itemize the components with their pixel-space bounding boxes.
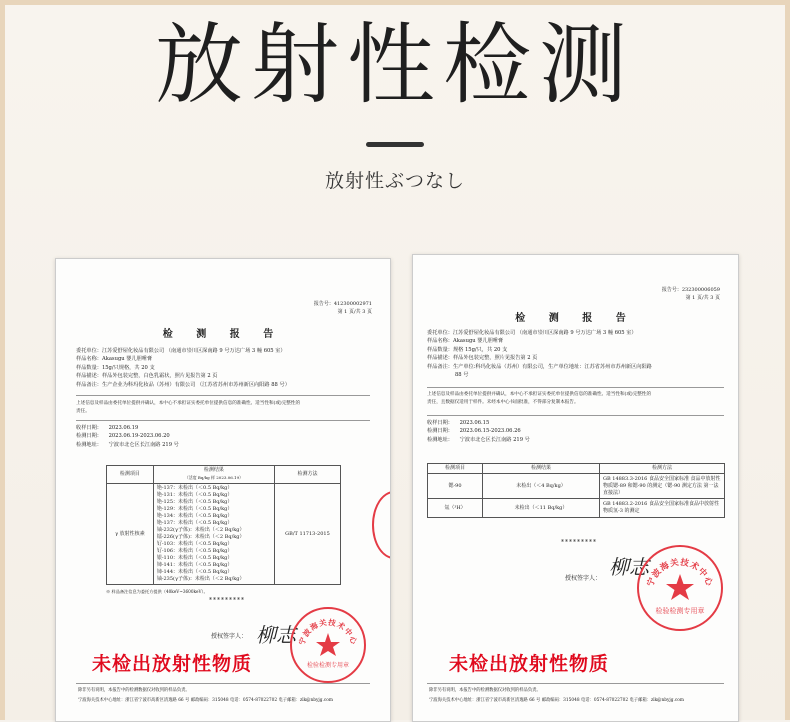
divider-line [427,683,724,684]
footnote: ※ 样品备注信息为委托方提供（40keV~3600keV）。 [106,589,208,594]
table-header-row: 检测项目 检测结果 （活度 Bq/kg 样 2023.06.19） 检测方法 [107,466,341,484]
field-row: 委托单位：江苏爱舒屋化妆品有限公司 （南通市崇川区深南路 9 号万达广场 3 幢 605 室） [76,348,286,354]
results-table [106,465,341,585]
field-row: 样品名称：Akasugu 婴儿胆唾膏 [76,356,153,363]
page-number: 第 1 页/共 3 页 [337,309,372,315]
result-highlight: 未检出放射性物质 [92,653,253,675]
result-line: 铯-129：未检出（＜0.5 Bq/kg） [156,506,233,512]
divider-line [76,420,370,421]
result-line: 铀-235(γ子体)：未检出（＜2 Bq/kg） [156,576,245,582]
result-line: 银-110：未检出（＜0.5 Bq/kg） [156,555,233,561]
footer-address: 宁波海关技术中心地址：浙江省宁波市高新区清逸路 66 号 邮政编码：315048 电话：0574-87022702 电子邮箱：zlk@nbyjg.com [78,698,333,703]
svg-text:宁波海关技术中心: 宁波海关技术中心 [645,557,715,589]
official-stamp [290,607,366,683]
report-number: 报告号：232300006059 [661,287,720,293]
field-row: 样品备注：生产单位:科玛化妆品（苏州）有限公司，生产单位地址：江苏省苏州市苏州新区向阳路 [427,363,652,370]
signer-label: 授权签字人： [211,633,248,640]
title-divider [366,142,424,147]
result-line: 铯-134：未检出（＜0.5 Bq/kg） [156,513,233,519]
seal-edge [372,491,391,559]
stamp-graphic [639,547,721,629]
field-row: 样品备注：生产企业为科玛化妆品（苏州）有限公司 （江苏省苏州市苏州新区向阳路 88 号） [76,381,290,388]
results-table [427,463,725,518]
field-row: 样品描述：样品外包装完整，白色乳霜状，照片见报告第 2 页 [76,373,218,380]
page-number: 第 1 页/共 3 页 [685,295,720,301]
field-row: 样品数量：规格 15g/只，共 20 支 [427,346,508,353]
field-list [427,329,652,379]
notice-text: 上述信息及样品由委托单位提供并确认，本中心不承担证实委托单位提供信息的准确性、适当性和(或)完整性的 责任。 [76,401,301,415]
divider-line [427,415,724,416]
stamp-graphic [292,609,364,681]
field-row: 88 号 [455,372,469,379]
results-cell [153,484,274,585]
result-line: 铀-232(γ子体)：未检出（＜2 Bq/kg） [156,527,245,533]
divider-line [427,387,724,388]
result-line: 铯-137：未检出（＜0.5 Bq/kg） [156,485,233,491]
table-row: γ 放射性核素 铯-137：未检出（＜0.5 Bq/kg） 铯-131：未检出（＜0.5 Bq/kg） 铯-125：未检出（＜0.5 Bq/kg） 铯-129：未检出（＜0.5 Bq/kg） 铯-134：未检出（＜0.5 Bq/kg） 铯-137：未检出（＜0.5 Bq/kg） 铀-232(γ子体)：未检出（＜2 Bq/kg） 镭-226(γ子体)：未检出（＜2 Bq/kg） 钌-103：未检出（＜0.5 Bq/kg） 钌-106：未检出（＜0.5 Bq/kg） 银-110：未检出（＜0.5 Bq/kg） 铈-141：未检出（＜0.5 Bq/kg） 铈-144：未检出（＜0.5 Bq/kg） 铀-235(γ子体)：未检出（＜2 Bq/kg） GB/T 11713-2015 [107,484,341,585]
result-highlight: 未检出放射性物质 [449,653,610,675]
table-header-row: 检测项目 检测结果 检测方法 [428,464,725,474]
result-line: 镭-226(γ子体)：未检出（＜2 Bq/kg） [156,534,245,540]
report-left [55,258,391,722]
report-number: 报告号：412300002971 [313,301,372,307]
date-list: 收样日期： 2023.06.19 检测日期： 2023.06.19-2023.06.20 检测地址： 宁波市北仑区长江南路 219 号 [76,425,179,448]
notice-text: 上述信息及样品由委托单位提供并确认，本中心不承担证实委托单位提供信息的准确性、适当性和(或)完整性的 责任，且数据仅适用于样件。未经本中心书面批准，不得部分复制本报告。 [427,392,652,406]
field-row: 样品数量：15g/只规格，共 20 支 [76,364,155,371]
end-mark: ********* [209,597,245,604]
result-line: 钌-103：未检出（＜0.5 Bq/kg） [156,541,233,547]
footer-address: 宁波海关技术中心地址：浙江省宁波市高新区清逸路 66 号 邮政编码：315048 电话：0574-87022702 电子邮箱：zlk@nbyjg.com [429,698,684,703]
result-line: 铈-144：未检出（＜0.5 Bq/kg） [156,569,233,575]
result-line: 铯-131：未检出（＜0.5 Bq/kg） [156,492,233,498]
official-stamp [637,545,723,631]
signature: 柳志 [256,623,296,647]
field-row: 样品描述：样品外包装完整，照片见报告第 2 页 [427,355,538,362]
footer-note: 除非另有说明，本报告中的检测数据仅对收到的样品负责。 [429,688,541,693]
table-row: 锶-90 未检出（＜4 Bq/kg） GB 14883.3-2016 食品安全国家标准 食品中放射性物质锶-89 和锶-90 的测定（锶-90 测定方法 第一法 直接法） [428,474,725,499]
svg-text:检验检测专用章: 检验检测专用章 [306,662,350,669]
field-row: 样品名称：Akasugu 婴儿胆唾膏 [427,338,504,345]
end-mark: ********* [561,539,597,546]
signer-label: 授权签字人： [565,575,602,582]
result-line: 钌-106：未检出（＜0.5 Bq/kg） [156,548,233,554]
result-line: 铈-141：未检出（＜0.5 Bq/kg） [156,562,233,568]
signature: 柳志 [609,555,649,579]
divider-line [76,395,370,396]
report-title: 检 测 报 告 [162,329,284,340]
svg-text:检验检测专用章: 检验检测专用章 [655,607,705,615]
field-row: 委托单位：江苏爱舒屋化妆品有限公司 （南通市崇川区深南路 9 号万达广场 3 幢 605 室） [427,330,637,336]
report-right [412,254,739,722]
date-list: 收样日期： 2023.06.15 检测日期： 2023.06.15-2023.06.26 检测地址： 宁波市北仑区长江南路 219 号 [427,420,530,443]
report-title: 检 测 报 告 [515,313,636,324]
page-subtitle: 放射性ぶつなし [324,170,465,192]
svg-text:宁波海关技术中心: 宁波海关技术中心 [297,617,359,647]
table-row: 氚（³H） 未检出（＜11 Bq/kg） GB 14883.2-2016 食品安全国家标准食品中放射性物质氢-3 的测定 [428,499,725,518]
result-line: 铯-137：未检出（＜0.5 Bq/kg） [156,520,233,526]
field-list [76,347,290,389]
footer-note: 除非另有说明，本报告中的检测数据仅对收到的样品负责。 [78,688,190,693]
page-title: 放射性检测 [154,13,635,116]
divider-line [76,683,370,684]
result-line: 铯-125：未检出（＜0.5 Bq/kg） [156,499,233,505]
